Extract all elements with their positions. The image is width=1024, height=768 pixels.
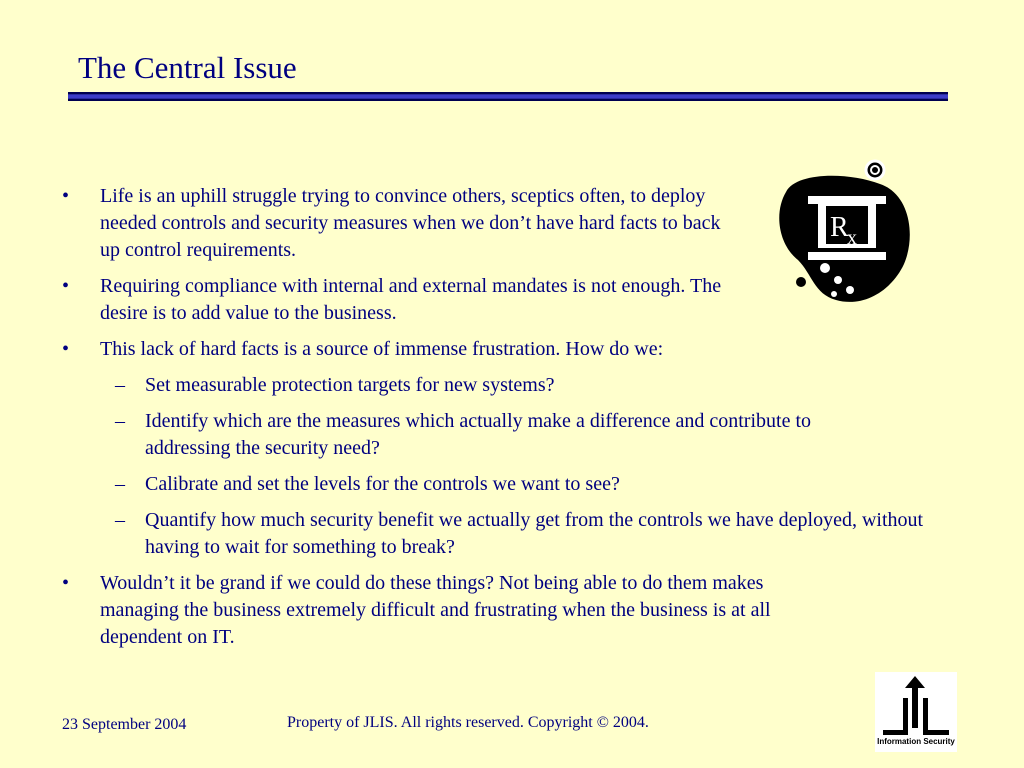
mortar-pestle-rx-icon <box>768 156 918 306</box>
sub-bullet-marker: – <box>115 473 125 495</box>
sub-bullet-item <box>60 507 960 561</box>
bullet-marker: • <box>62 338 70 360</box>
sub-bullet-item <box>60 408 865 462</box>
bullet-item <box>60 183 725 264</box>
sub-bullet-text: Set measurable protection targets for new systems? <box>145 374 555 396</box>
sub-bullet-text: Identify which are the measures which actually make a difference and contribute to addressing the security need? <box>145 410 812 459</box>
sub-bullet-text: Quantify how much security benefit we actually get from the controls we have deployed, without having to wait for something to break? <box>145 509 924 558</box>
bullet-item <box>60 570 840 651</box>
footer-copyright: Property of JLIS. All rights reserved. Copyright © 2004. <box>287 714 649 731</box>
bullet-text: This lack of hard facts is a source of immense frustration. How do we: <box>100 338 664 360</box>
bullet-text: Wouldn’t it be grand if we could do these things? Not being able to do them makes managing the business extremely difficult and frustrating when the business is at all dependent on IT. <box>100 572 771 648</box>
bullet-marker: • <box>62 185 70 207</box>
sub-bullet-text: Calibrate and set the levels for the controls we want to see? <box>145 473 620 495</box>
bullet-item <box>60 273 725 327</box>
sub-bullet-item <box>60 471 960 498</box>
bullet-text: Life is an uphill struggle trying to convince others, sceptics often, to deploy needed controls and security measures when we don’t have hard facts to back up control requirements. <box>100 185 721 261</box>
footer-date: 23 September 2004 <box>62 716 187 733</box>
bullet-marker: • <box>62 275 70 297</box>
bullet-marker: • <box>62 572 70 594</box>
logo-caption: Information Security <box>877 737 955 746</box>
bullet-text: Requiring compliance with internal and external mandates is not enough. The desire is to add value to the business. <box>100 275 722 324</box>
sub-bullet-marker: – <box>115 509 125 531</box>
title-divider <box>68 92 948 101</box>
svg-text:R: R <box>830 212 849 243</box>
sub-bullet-marker: – <box>115 410 125 432</box>
sub-bullet-item <box>60 372 960 399</box>
slide-title: The Central Issue <box>78 50 297 85</box>
sub-bullet-marker: – <box>115 374 125 396</box>
bullet-item <box>60 336 960 363</box>
svg-text:x: x <box>847 227 857 249</box>
